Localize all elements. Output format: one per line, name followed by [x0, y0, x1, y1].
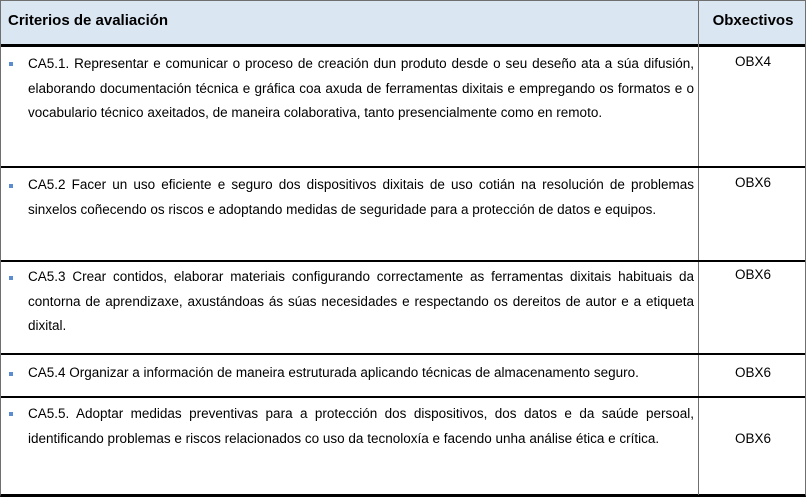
criterion-text: CA5.4 Organizar a información de maneira estruturada aplicando técnicas de almacenamento seguro. — [28, 365, 639, 380]
criterion-text: CA5.1. Representar e comunicar o proceso de creación dun produto desde o seu deseño ata a súa difusión, elaborando documentación técnica e gráfica coa axuda de ferramentas dixitais e empregando os formatos e o vocabulario técnico axeitados, de maneira colaborativa, tanto presencialmente como en remoto. — [28, 56, 694, 120]
criterion-text: CA5.2 Facer un uso eficiente e seguro dos dispositivos dixitais de uso cotián na resolución de problemas sinxelos coñecendo os riscos e adoptando medidas de seguridade para a protección de datos e equipos. — [28, 177, 694, 217]
table-row — [1, 262, 805, 353]
header-objectives: Obxectivos — [712, 12, 794, 29]
objective-code: OBX6 — [734, 267, 772, 282]
objective-code: OBX4 — [734, 54, 772, 69]
objective-code: OBX6 — [734, 175, 772, 190]
square-bullet-icon — [9, 372, 13, 376]
table-header — [1, 1, 805, 47]
table-row — [1, 398, 805, 494]
square-bullet-icon — [9, 276, 13, 280]
table-row — [1, 168, 805, 260]
objective-code: OBX6 — [734, 431, 772, 446]
square-bullet-icon — [9, 62, 13, 66]
criterion-text: CA5.3 Crear contidos, elaborar materiais configurando correctamente as ferramentas dixitais habituais da contorna de aprendizaxe, axustándoas ás súas necesidades e respectando os dereitos de autor e a etiqueta dixital. — [28, 269, 694, 333]
table-row — [1, 355, 805, 396]
header-criteria: Criterios de avaliación — [8, 12, 169, 29]
square-bullet-icon — [9, 412, 13, 416]
criterion-text: CA5.5. Adoptar medidas preventivas para a protección dos dispositivos, dos datos e da saúde persoal, identificando problemas e riscos relacionados co uso da tecnoloxía e facendo unha análise ética e crítica. — [28, 406, 694, 446]
table-row — [1, 47, 805, 166]
objective-code: OBX6 — [734, 365, 772, 380]
square-bullet-icon — [9, 184, 13, 188]
